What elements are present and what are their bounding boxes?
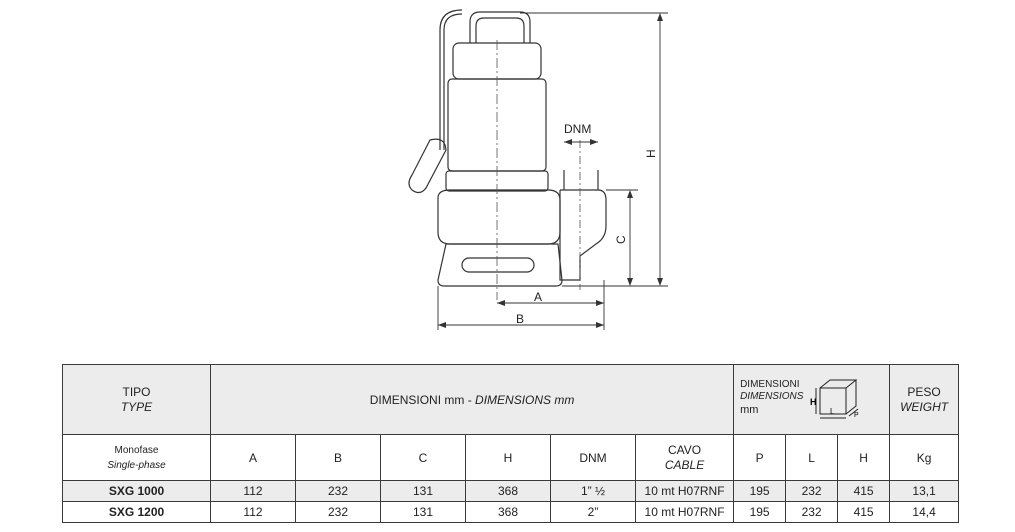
subheader-l: L — [786, 435, 838, 481]
row-h: 368 — [466, 502, 551, 523]
subheader-cable-en: CABLE — [664, 457, 705, 472]
spec-table — [62, 364, 959, 523]
subheader-phase-en: Single-phase — [107, 459, 166, 471]
subheader-c: C — [381, 435, 466, 481]
row-l: 232 — [786, 502, 838, 523]
box-dimensions-icon — [810, 376, 880, 422]
header-weight-en: WEIGHT — [900, 399, 949, 414]
svg-text:H: H — [810, 397, 817, 407]
row-l: 232 — [786, 481, 838, 502]
header-dimensions — [211, 365, 734, 435]
header-pack-unit: mm — [740, 404, 759, 416]
subheader-dnm: DNM — [551, 435, 636, 481]
header-dims-it: DIMENSIONI mm - — [369, 392, 476, 407]
table-row — [63, 481, 959, 502]
dim-label-h: H — [644, 149, 658, 158]
pump-handle — [470, 12, 530, 43]
header-pack-en: DIMENSIONS — [740, 391, 804, 402]
row-c: 131 — [381, 502, 466, 523]
row-p: 195 — [734, 481, 786, 502]
dim-label-b: B — [516, 312, 525, 326]
row-model: SXG 1000 — [63, 481, 211, 502]
subheader-a: A — [211, 435, 296, 481]
subheader-b: B — [296, 435, 381, 481]
table-header-row — [63, 365, 959, 435]
subheader-p: P — [734, 435, 786, 481]
row-b: 232 — [296, 481, 381, 502]
row-dnm: 1” ½ — [551, 481, 636, 502]
header-pack-it: DIMENSIONI — [740, 379, 800, 390]
header-dims-en: DIMENSIONS mm — [475, 392, 575, 407]
header-peso: PESO — [907, 384, 941, 399]
row-a: 112 — [211, 481, 296, 502]
row-p: 195 — [734, 502, 786, 523]
row-cable: 10 mt H07RNF — [636, 481, 734, 502]
row-cable: 10 mt H07RNF — [636, 502, 734, 523]
header-weight — [890, 365, 959, 435]
pump-volute — [438, 190, 560, 244]
row-b: 232 — [296, 502, 381, 523]
dim-label-c: C — [614, 235, 628, 244]
subheader-kg: Kg — [890, 435, 959, 481]
dim-label-dnm: DNM — [564, 122, 592, 136]
table-subheader-row — [63, 435, 959, 481]
row-h: 368 — [466, 481, 551, 502]
row-h2: 415 — [838, 502, 890, 523]
row-a: 112 — [211, 502, 296, 523]
row-dnm: 2” — [551, 502, 636, 523]
row-c: 131 — [381, 481, 466, 502]
subheader-phase — [63, 435, 211, 481]
subheader-cable — [636, 435, 734, 481]
subheader-h: H — [466, 435, 551, 481]
row-kg: 13,1 — [890, 481, 959, 502]
header-packaging-dimensions — [734, 365, 890, 435]
row-kg: 14,4 — [890, 502, 959, 523]
table-row — [63, 502, 959, 523]
subheader-cavo: CAVO — [667, 442, 702, 457]
pump-base — [438, 244, 562, 286]
subheader-phase-it: Monofase — [114, 444, 159, 456]
subheader-h2: H — [838, 435, 890, 481]
header-tipo: TIPO — [122, 384, 151, 399]
header-type-en: TYPE — [120, 399, 153, 414]
pump-outlet — [560, 190, 606, 280]
row-model: SXG 1200 — [63, 502, 211, 523]
svg-text:L: L — [830, 407, 835, 416]
dim-label-a: A — [534, 290, 543, 304]
row-h2: 415 — [838, 481, 890, 502]
float-cable — [440, 10, 462, 150]
header-type — [63, 365, 211, 435]
svg-text:P: P — [854, 412, 859, 419]
